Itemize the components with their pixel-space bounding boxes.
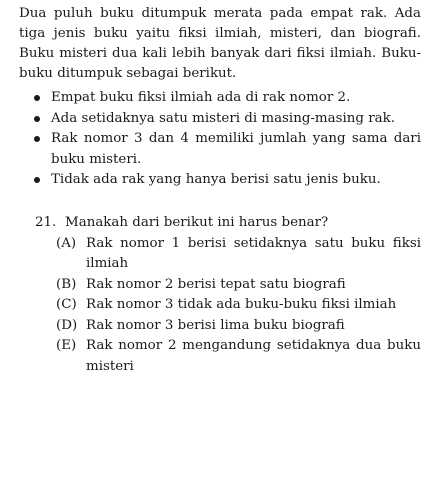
bullet-icon [34, 136, 40, 142]
condition-item [19, 109, 421, 130]
condition-text: Tidak ada rak yang hanya berisi satu jenis buku. [51, 172, 381, 187]
answer-option-c [19, 295, 421, 316]
option-label: (C) [56, 297, 77, 312]
option-label: (D) [56, 317, 78, 333]
bullet-icon [34, 177, 40, 183]
option-label: (A) [56, 235, 77, 251]
answer-option-b [19, 275, 421, 296]
option-label: (E) [56, 338, 77, 353]
option-text: Rak nomor 2 berisi tepat satu biografi [86, 276, 346, 292]
answer-options [19, 234, 421, 378]
question-number: 21. [35, 214, 57, 230]
conditions-list [19, 88, 421, 191]
condition-item [19, 170, 421, 191]
bullet-icon [34, 95, 40, 101]
answer-option-d [19, 316, 421, 337]
option-text: Rak nomor 1 berisi setidaknya satu buku fiksi ilmiah [86, 235, 421, 271]
option-text: Rak nomor 3 berisi lima buku biografi [86, 317, 345, 333]
option-label: (B) [56, 276, 77, 292]
condition-text: Rak nomor 3 dan 4 memiliki jumlah yang sama dari buku misteri. [51, 131, 421, 167]
question-block [19, 213, 421, 378]
condition-text: Empat buku fiksi ilmiah ada di rak nomor 2. [51, 90, 351, 105]
answer-option-a [19, 234, 421, 275]
condition-item [19, 88, 421, 109]
option-text: Rak nomor 3 tidak ada buku-buku fiksi ilmiah [86, 297, 397, 312]
bullet-icon [34, 116, 40, 122]
condition-text: Ada setidaknya satu misteri di masing-masing rak. [51, 110, 395, 126]
option-text: Rak nomor 2 mengandung setidaknya dua buku misteri [86, 338, 421, 374]
answer-option-e [19, 336, 421, 377]
passage-text: Dua puluh buku ditumpuk merata pada empat rak. Ada tiga jenis buku yaitu fiksi ilmiah, misteri, dan biografi. Buku misteri dua kali lebih banyak dari fiksi ilmiah. Buku-buku ditumpuk sebagai berikut. [19, 6, 421, 81]
question-text: Manakah dari berikut ini harus benar? [65, 214, 329, 230]
condition-item [19, 129, 421, 170]
